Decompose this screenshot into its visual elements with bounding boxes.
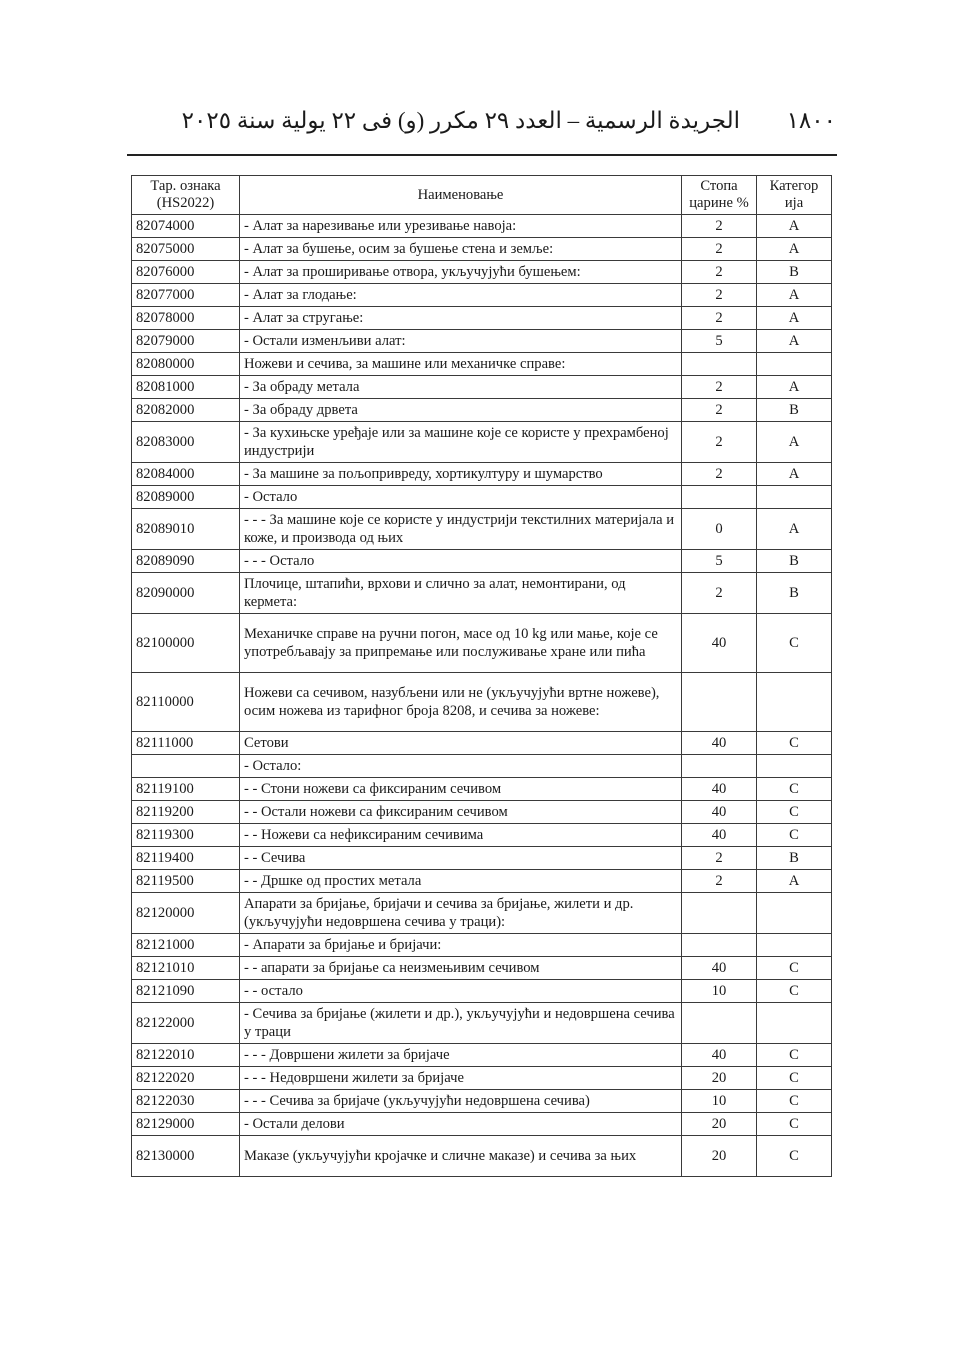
row-code: 82084000 [132,463,240,486]
row-category: A [757,870,832,893]
table-row [132,732,832,755]
table-row [132,980,832,1003]
table-row [132,801,832,824]
row-code: 82121010 [132,957,240,980]
row-description: - Остали изменљиви алат: [240,330,682,353]
row-rate: 40 [682,1044,757,1067]
row-category [757,486,832,509]
row-rate: 40 [682,957,757,980]
row-category: C [757,778,832,801]
row-code: 82080000 [132,353,240,376]
row-code: 82089000 [132,486,240,509]
row-code: 82122010 [132,1044,240,1067]
table-row [132,261,832,284]
table-row [132,550,832,573]
row-rate [682,1003,757,1044]
row-rate: 5 [682,550,757,573]
table-header-row [132,176,832,215]
row-rate: 2 [682,307,757,330]
header-rule [127,154,837,156]
row-category: A [757,307,832,330]
row-description: Апарати за бријање, бријачи и сечива за бријање, жилети и др. (укључујући недовршена сечива у траци): [240,893,682,934]
page-header [128,104,836,144]
row-category: B [757,261,832,284]
table-row [132,1090,832,1113]
table-row [132,870,832,893]
row-description: - Остало [240,486,682,509]
row-description: Механичке справе на ручни погон, масе од 10 kg или мање, које се употребљавају за припремање или послуживање хране или пића [240,614,682,673]
row-description: - - - Довршени жилети за бријаче [240,1044,682,1067]
table-row [132,1044,832,1067]
row-rate: 2 [682,573,757,614]
row-description: - - Дршке од простих метала [240,870,682,893]
row-code: 82083000 [132,422,240,463]
row-category [757,1003,832,1044]
row-code: 82079000 [132,330,240,353]
row-rate: 40 [682,732,757,755]
row-code: 82121000 [132,934,240,957]
row-category: A [757,422,832,463]
row-category [757,353,832,376]
row-description: - За обраду метала [240,376,682,399]
row-rate: 40 [682,778,757,801]
row-category: A [757,463,832,486]
row-category [757,673,832,732]
row-category: C [757,1044,832,1067]
row-rate: 40 [682,824,757,847]
row-code: 82078000 [132,307,240,330]
row-code: 82129000 [132,1113,240,1136]
page-number: ١٨٠٠ [786,108,836,133]
row-description: - Остало: [240,755,682,778]
row-description: - Алат за нарезивање или урезивање навоја: [240,215,682,238]
table-row [132,399,832,422]
row-code: 82089010 [132,509,240,550]
table-row [132,1113,832,1136]
table-row [132,1003,832,1044]
tariff-table [131,175,832,1177]
row-category: B [757,573,832,614]
row-category: A [757,376,832,399]
row-description: - - апарати за бријање са неизмењивим сечивом [240,957,682,980]
row-category: C [757,824,832,847]
table-row [132,673,832,732]
row-description: - За кухињске уређаје или за машине које се користе у прехрамбеној индустрији [240,422,682,463]
row-code: 82100000 [132,614,240,673]
column-header-rate: Стопа царине % [682,176,757,215]
row-code: 82120000 [132,893,240,934]
row-category: C [757,1090,832,1113]
row-category [757,755,832,778]
row-description: - Алат за бушење, осим за бушење стена и земље: [240,238,682,261]
row-code: 82074000 [132,215,240,238]
row-code: 82075000 [132,238,240,261]
row-description: - Апарати за бријање и бријачи: [240,934,682,957]
row-description: - - Стони ножеви са фиксираним сечивом [240,778,682,801]
table-row [132,509,832,550]
row-description: Ножеви и сечива, за машине или механичке справе: [240,353,682,376]
table-row [132,573,832,614]
column-header-code: Тар. ознака (HS2022) [132,176,240,215]
table-row [132,957,832,980]
row-category [757,934,832,957]
row-rate [682,893,757,934]
row-category: C [757,1067,832,1090]
row-rate: 2 [682,261,757,284]
column-header-category: Категор ија [757,176,832,215]
table-row [132,330,832,353]
table-body [132,215,832,1177]
row-description: - За обраду дрвета [240,399,682,422]
row-rate: 40 [682,801,757,824]
row-category: B [757,847,832,870]
row-rate [682,755,757,778]
row-rate: 0 [682,509,757,550]
row-code: 82122000 [132,1003,240,1044]
table-row [132,824,832,847]
row-category: A [757,509,832,550]
table-row [132,614,832,673]
row-category: A [757,238,832,261]
row-rate: 20 [682,1067,757,1090]
table-row [132,307,832,330]
row-category: C [757,1113,832,1136]
row-category: B [757,399,832,422]
row-code: 82119300 [132,824,240,847]
row-rate: 2 [682,422,757,463]
row-description: Ножеви са сечивом, назубљени или не (укључујући вртне ножеве), осим ножева из тарифног броја 8208, и сечива за ножеве: [240,673,682,732]
row-category: A [757,330,832,353]
row-rate [682,934,757,957]
table-row [132,934,832,957]
row-code: 82119500 [132,870,240,893]
row-code: 82110000 [132,673,240,732]
row-rate: 10 [682,980,757,1003]
table-row [132,778,832,801]
row-description: - - - Недовршени жилети за бријаче [240,1067,682,1090]
row-rate [682,486,757,509]
table-row [132,847,832,870]
row-code: 82122030 [132,1090,240,1113]
row-description: - - - Сечива за бријаче (укључујући недовршена сечива) [240,1090,682,1113]
row-code: 82089090 [132,550,240,573]
row-code: 82130000 [132,1136,240,1177]
row-rate: 5 [682,330,757,353]
table-row [132,1136,832,1177]
row-code: 82122020 [132,1067,240,1090]
row-category: C [757,732,832,755]
row-description: - - - За машине које се користе у индустрији текстилних материјала и коже, и производа од њих [240,509,682,550]
row-description: Маказе (укључујући кројачке и сличне маказе) и сечива за њих [240,1136,682,1177]
row-rate: 2 [682,463,757,486]
row-category: C [757,957,832,980]
row-description: - - остало [240,980,682,1003]
row-description: - Сечива за бријање (жилети и др.), укључујући и недовршена сечива у траци [240,1003,682,1044]
table-row [132,463,832,486]
table-row [132,284,832,307]
row-description: - Алат за проширивање отвора, укључујући бушењем: [240,261,682,284]
table-row [132,1067,832,1090]
table-row [132,486,832,509]
row-rate: 2 [682,376,757,399]
row-description: - Остали делови [240,1113,682,1136]
row-rate: 2 [682,215,757,238]
row-code: 82076000 [132,261,240,284]
row-category: A [757,215,832,238]
row-code: 82077000 [132,284,240,307]
table-row [132,353,832,376]
row-rate: 10 [682,1090,757,1113]
row-rate: 20 [682,1113,757,1136]
column-header-name: Наименовање [240,176,682,215]
row-code: 82119200 [132,801,240,824]
table-row [132,893,832,934]
row-description: - - - Остало [240,550,682,573]
row-description: Сетови [240,732,682,755]
row-category: C [757,1136,832,1177]
row-code: 82119100 [132,778,240,801]
row-rate: 2 [682,284,757,307]
table-row [132,376,832,399]
gazette-title: الجريدة الرسمية – العدد ٢٩ مكرر (و) فى ٢٢ يولية سنة ٢٠٢٥ [181,108,740,133]
row-description: - - Ножеви са нефиксираним сечивима [240,824,682,847]
row-code: 82082000 [132,399,240,422]
row-category: C [757,614,832,673]
row-category: C [757,801,832,824]
row-rate: 2 [682,847,757,870]
row-category [757,893,832,934]
row-rate: 20 [682,1136,757,1177]
row-rate: 2 [682,870,757,893]
row-category: C [757,980,832,1003]
row-rate [682,673,757,732]
row-description: - Алат за стругање: [240,307,682,330]
row-description: - За машине за пољопривреду, хортикултуру и шумарство [240,463,682,486]
row-category: A [757,284,832,307]
row-category: B [757,550,832,573]
table-row [132,755,832,778]
row-code: 82121090 [132,980,240,1003]
row-rate: 40 [682,614,757,673]
table-row [132,238,832,261]
row-code: 82119400 [132,847,240,870]
row-code: 82081000 [132,376,240,399]
row-rate: 2 [682,238,757,261]
table-row [132,215,832,238]
row-description: Плочице, штапићи, врхови и слично за алат, немонтирани, од кермета: [240,573,682,614]
row-code: 82111000 [132,732,240,755]
row-code: 82090000 [132,573,240,614]
row-rate: 2 [682,399,757,422]
row-description: - Алат за глодање: [240,284,682,307]
row-rate [682,353,757,376]
row-description: - - Остали ножеви са фиксираним сечивом [240,801,682,824]
row-description: - - Сечива [240,847,682,870]
row-code [132,755,240,778]
table-row [132,422,832,463]
